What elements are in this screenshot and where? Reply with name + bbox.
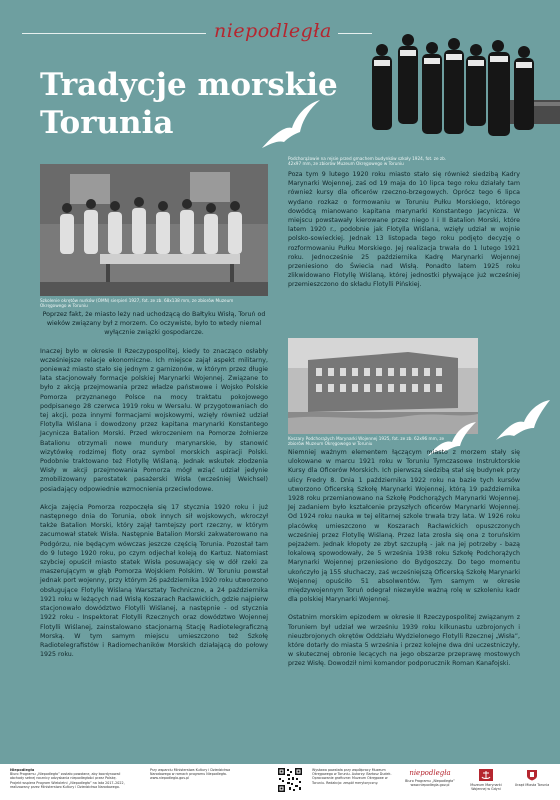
paragraph-left-1: Poprzez fakt, że miasto leży nad uchodzącą do Bałtyku Wisłą, Toruń od wieków związany był z morzem. Co oczywiste, było to wtedy niemal wyłącznie związki gospodarcze. — [42, 311, 266, 337]
footer-col-2: Przy wsparciu Ministerstwa Kultury i Dziedzictwa Narodowego w ramach programu Niepodległa. www.niepodlegla.gov.pl — [150, 768, 231, 781]
logo-niepodlegla-url: www.niepodlegla.gov.pl — [410, 783, 450, 787]
caption-photo-top: Podchorążowie na rejsie przed gmachem budynków szkoły 1924, fot. ze zb. 42x97 mm, ze zbiorów Muzeum Okręgowego w Toruniu — [288, 156, 447, 167]
footer-col-1-heading: Niepodległa — [10, 768, 35, 772]
footer-col-1 — [10, 768, 126, 789]
torun-crest-icon — [526, 769, 538, 781]
anchor-icon — [479, 769, 493, 781]
footer — [0, 764, 560, 800]
paragraph-left-2: Inaczej było w okresie II Rzeczypospolitej, kiedy to znacząco osłabły wcześniejsze relacje ekonomiczne. Ich miejsce zajął aspekt militarny, ponieważ miasto stało się jednym z garnizonów, w którym przez długie lata stacjonowały formacje polskiej Marynarki Wojennej. Związane to było z akcją przejmowania przez władze państwowe i Wojsko Polskie Pomorza przyznanego Polsce na mocy traktatu pokojowego podpisanego 28 czerwca 1919 roku w Wersalu. W przygotowaniach do tej akcji, poza innymi formacjami wojskowymi, wzięły również udział Flotylla Wiślana i dowodzony przez kapitana marynarki Konstantego Jacynicza Batalion Morski. Przed wkroczeniem na Pomorze żołnierze Batalionu otrzymali nowe mundury marynarskie, by stanowić wizytówkę rodzimej floty oraz symbol morskich aspiracji Polski. Podobnie traktowano też Flotyllę Wiślaną. Jednak wskutek złodzenia Wisły w akcji przejmowania Pomorza mógł wziąć udział jedynie zmobilizowany parostatek pasażerski Wisła (wcześniej Weichsel) posiadający odpowiednie wzmocnienia przeciwlodowe. — [40, 347, 268, 493]
paragraph-left-3: Akcja zajęcia Pomorza rozpoczęła się 17 stycznia 1920 roku i już następnego dnia do Torunia, obok innych sił wojskowych, wkroczył także Batalion Morski, który zajął tamtejszy port rzeczny, w którym zacumował statek Wisła. Następnie Batalion Morski zakwaterowano na Podgórzu, nie będącym wówczas jeszcze częścią Torunia. Pozostał tam do 9 lutego 1920 roku, po czym odjechał koleją do Kartuz. Natomiast szybciej opuścił miasto statek Wisła posuwający się w dół rzeki za maszerującym w głąb Pomorza Wojskiem Polskim. W Toruniu powstał jednak port wojenny, przy którym 26 października 1920 roku utworzono obsługujące Flotyllę Wiślaną Warsztaty Techniczne, a 24 października 1921 roku w leżących nad Wisłą Koszarach Racławickich, gdzie najpierw stacjonowało dowództwo Flotylli Wiślanej, a następnie - od stycznia 1922 roku - Inspektorat Flotylli Rzecznych oraz dowództwo Wojennej Flotylli Wiślanej, zainstalowano stacjonarną Stację Radiotelegraficzną Morską. W tym samym miejscu umieszczono też Szkołę Radiotelegrafistów i Radiomechaników Morskich działającą do połowy 1925 roku. — [40, 503, 268, 659]
text-right-bottom — [288, 448, 520, 678]
text-right-top — [288, 170, 520, 299]
paragraph-right-1: Poza tym 9 lutego 1920 roku miasto stało się również siedzibą Kadry Marynarki Wojennej, zaś od 19 maja do 10 lipca tego roku działały tam również kursy dla oficerów rzeczno-brzegowych. Oprócz tego 6 lipca wydano rozkaz o formowaniu w Toruniu Pułku Morskiego, którego dowódcą mianowano kapitana marynarki Konstantego Jacynicza. W miejscu powstawały kierowane przez niego I i II Batalion Morski, które latem 1920 r., podobnie jak Flotylla Wiślana, wzięły udział w wojnie polsko-sowieckiej. Jednak 13 listopada tego roku podjęto decyzję o rozformowaniu Pułku Morskiego. Jej realizacja trwała do 1 lutego 1921 roku. Jednocześnie 25 października Kadrę Marynarki Wojennej przeniesiono do Świecia nad Wisłą. Ponadto latem 1925 roku zlikwidowano Flotyllę Wiślaną, której jednostki pływające już wcześniej przemieszczono do składu Flotylli Pińskiej. — [288, 171, 520, 289]
niepodlegla-logo-icon: niepodległa — [409, 769, 451, 777]
photo-sailors-group — [360, 30, 560, 166]
logo-torun-label: Urząd Miasta Torunia — [514, 783, 550, 787]
seagull-icon — [258, 98, 322, 156]
text-left-column — [40, 310, 268, 668]
title-line-1: Tradycje morskie — [40, 67, 338, 103]
title-line-2: Torunia — [40, 105, 174, 141]
caption-photo-right: Koszary Podchorążych Marynarki Wojennej 1925, fot. ze zb. 62x96 mm, ze zbiorów Muzeum Okręgowego w Toruniu — [288, 436, 445, 447]
logo-niepodlegla — [402, 769, 458, 787]
photo-sailors-table — [40, 164, 268, 296]
logo-museum — [466, 769, 506, 791]
footer-col-1-text: Biuro Programu „Niepodległa” zostało powołane, aby koordynować obchody setnej rocznicy odzyskania niepodległości przez Polskę. Projekt wspiera Program Wieloletni „Niepodległa” na lata 2017–2022, realizowany przez Ministerstwo Kultury i Dziedzictwa Narodowego. — [10, 772, 125, 789]
caption-photo-mid: Szkolenie okrętów nurków (OMN) sierpień 1927, fot. ze zb. 68x138 mm, ze zbiorów Muzeum Okręgowego w Toruniu — [40, 298, 234, 309]
seagull-right-icon — [494, 398, 552, 444]
footer-col-3: Wystawa powstała przy współpracy Muzeum Okręgowego w Toruniu. Autorzy: Bartosz Dudek. Opracowanie graficzne: Muzeum Okręgowe w Toruniu. Redakcja: zespół merytoryczny. — [312, 768, 392, 785]
brand-logo: niepodległa — [214, 20, 332, 42]
paragraph-right-3: Ostatnim morskim epizodem w okresie II Rzeczypospolitej związanym z Toruniem był udział we wrześniu 1939 roku kilkunastu uzbrojonych i nieuzbrojonych okrętów Oddziału Wydzielonego Flotylli Rzecznej „Wisła”, które dotarły do miasta 5 września i przez kolejne dwa dni uczestniczyły, w skutecznej obronie lecących na jego obszarze przeprawę mostowych przez Wisłę. Dowodził nimi komandor podporucznik Roman Kanafojski. — [288, 614, 520, 668]
paragraph-right-2: Niemniej ważnym elementem łączącym miasto z morzem stały się ulokowane w marcu 1921 roku w Toruniu Tymczasowe Instruktorskie Kursy dla Oficerów Morskich. Ich pierwszą siedzibą stał się budynek przy ulicy Fredry 8. Dnia 1 października 1922 roku na bazie tych kursów utworzono Oficerską Szkołę Marynarki Wojennej, którą 19 października 1928 roku przemianowano na Szkołę Podchorążych Marynarki Wojennej. Jej zadaniem było kształcenie przyszłych oficerów Marynarki Wojennej. Od 1924 roku nauka w tej elitarnej szkole trwała trzy lata. W 1926 roku placówkę umieszczono w Koszarach Racławickich opuszczonych wcześniej przez Flotyllę Wiślaną. Przez lata zrosła się ona z toruńskim pejzażem. Jednak kłopoty ze zbyt szczupłą - jak na jej potrzeby - bazą lokalową spowodowały, że 5 września 1938 roku Szkołę Podchorążych Marynarki Wojennej przeniesiono do Bydgoszczy. Do tego momentu ukończyło ją 155 słuchaczy, zaś wcześniejszą Oficerską Szkołę Marynarki Wojennej opuściło 51 absolwentów. Tym samym w okresie międzywojennym Toruń odegrał niezwykle ważną rolę w szkoleniu kadr dla polskiej Marynarki Wojennej. — [288, 449, 520, 604]
brand-rule-left — [22, 33, 206, 34]
qr-code-icon[interactable] — [277, 767, 303, 793]
logo-museum-label: Muzeum Marynarki Wojennej w Gdyni — [470, 783, 502, 791]
logo-niepodlegla-label: Biuro Programu „Niepodległa” — [405, 779, 455, 783]
logo-torun — [512, 769, 552, 787]
